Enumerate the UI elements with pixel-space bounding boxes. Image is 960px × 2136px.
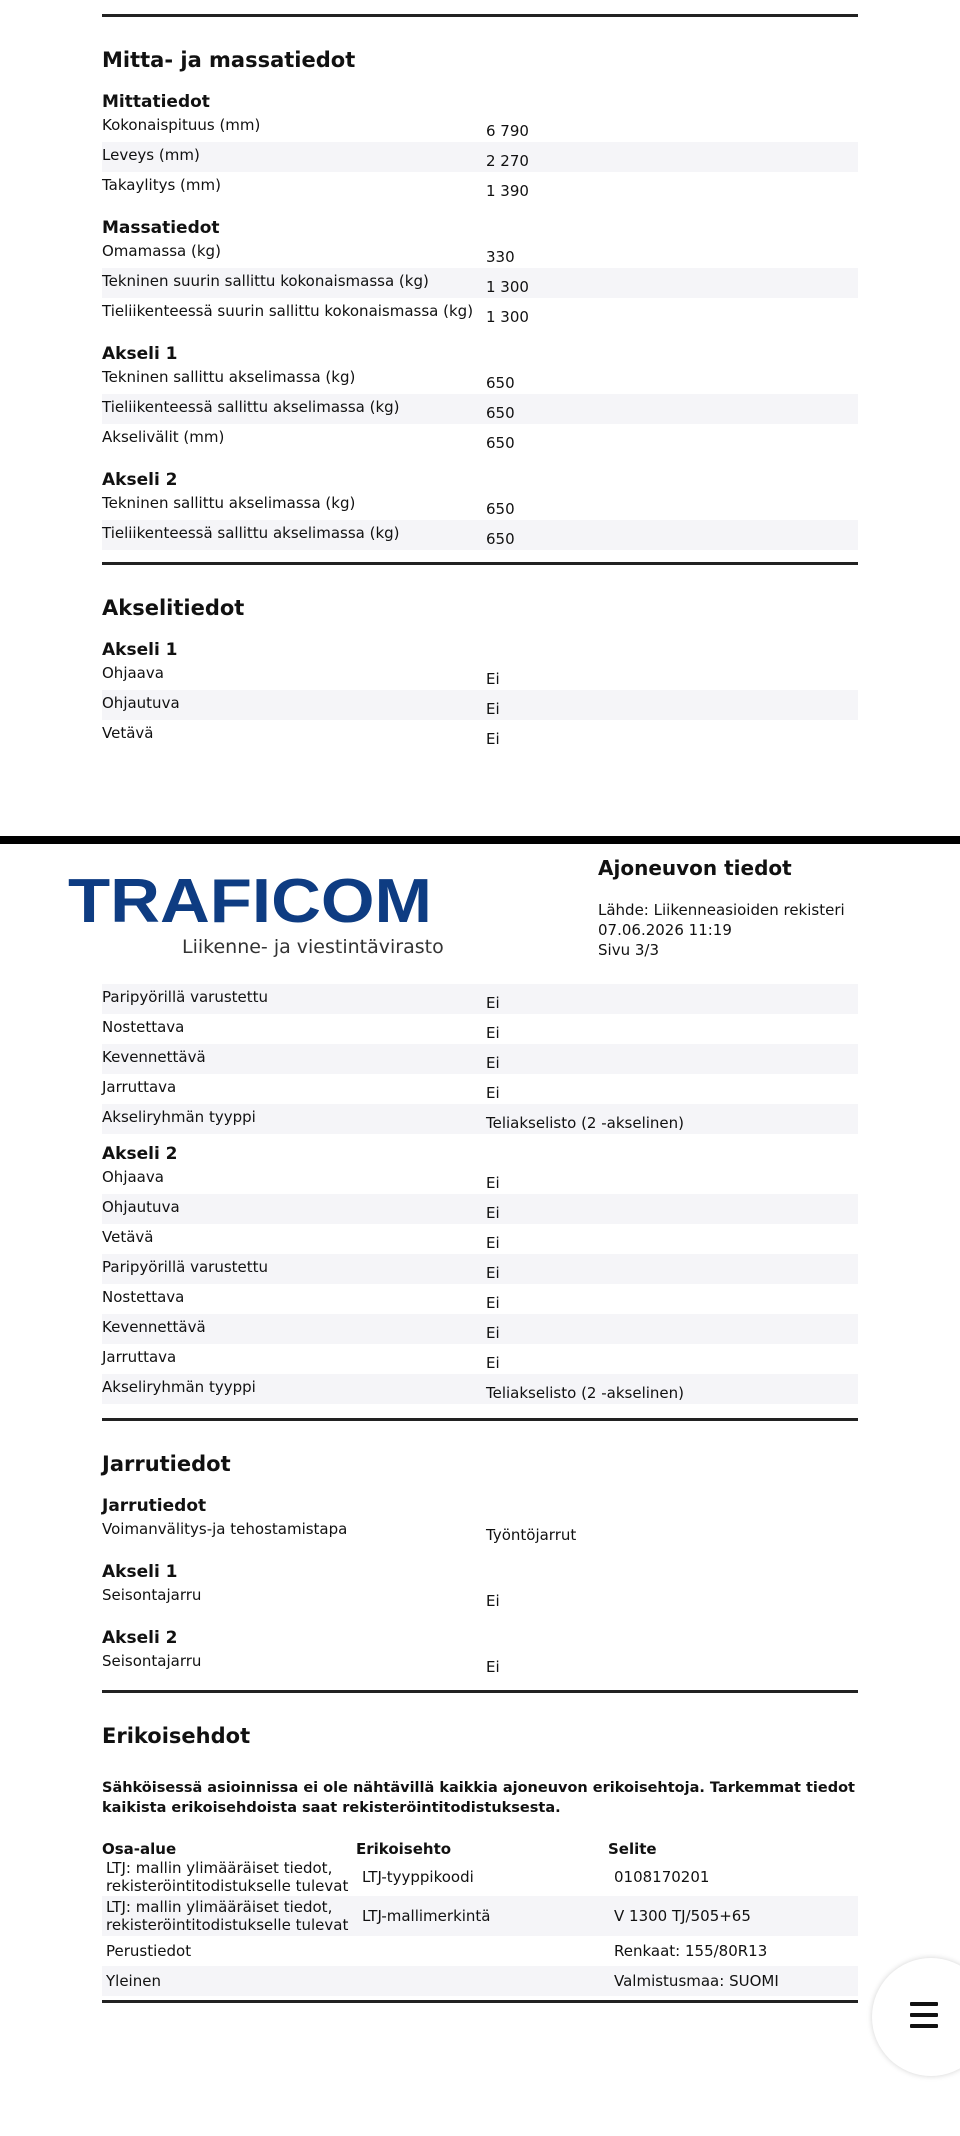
data-row — [102, 1104, 858, 1134]
data-row — [102, 112, 858, 142]
data-row — [102, 1284, 858, 1314]
row-value: Ei — [486, 1324, 500, 1342]
row-value: 330 — [486, 248, 515, 266]
row-value: Ei — [486, 700, 500, 718]
table-cell: V 1300 TJ/505+65 — [614, 1907, 751, 1925]
row-label: Tekninen suurin sallittu kokonaismassa (kg) — [102, 272, 429, 290]
group-title: Akseli 1 — [102, 1562, 178, 1582]
column-header: Selite — [608, 1840, 657, 1858]
row-label: Tieliikenteessä sallittu akselimassa (kg) — [102, 398, 400, 416]
group-title: Akseli 1 — [102, 640, 178, 660]
data-row — [102, 1648, 858, 1678]
group-title: Mittatiedot — [102, 92, 210, 112]
group-title: Akseli 2 — [102, 470, 178, 490]
row-label: Ohjautuva — [102, 1198, 180, 1216]
row-value: 2 270 — [486, 152, 529, 170]
group-title: Jarrutiedot — [102, 1496, 207, 1516]
row-label: Nostettava — [102, 1018, 185, 1036]
data-row — [102, 142, 858, 172]
data-row — [102, 1314, 858, 1344]
section-rule — [102, 1690, 858, 1693]
table-header — [102, 1834, 858, 1858]
row-label: Jarruttava — [102, 1078, 177, 1096]
traficom-logo — [68, 870, 444, 960]
table-cell: Renkaat: 155/80R13 — [614, 1942, 768, 1960]
data-row — [102, 490, 858, 520]
data-row — [102, 1044, 858, 1074]
data-row — [102, 984, 858, 1014]
row-value: Ei — [486, 670, 500, 688]
row-value: 650 — [486, 404, 515, 422]
special-conditions-note: Sähköisessä asioinnissa ei ole nähtävillä kaikkia ajoneuvon erikoisehtoja. Tarkemmat tiedot kaikista erikoisehdoista saat rekisteröintitodistuksesta. — [102, 1780, 855, 1816]
row-label: Tekninen sallittu akselimassa (kg) — [102, 368, 356, 386]
row-label: Ohjaava — [102, 664, 164, 682]
row-value: Ei — [486, 1234, 500, 1252]
row-label: Nostettava — [102, 1288, 185, 1306]
group-brakes-axle-2 — [102, 1628, 858, 1678]
section-rule — [102, 2000, 858, 2003]
table-row — [102, 1936, 858, 1966]
document-title: Ajoneuvon tiedot — [598, 856, 792, 880]
row-label: Ohjautuva — [102, 694, 180, 712]
data-row — [102, 690, 858, 720]
section-rule — [102, 14, 858, 17]
row-label: Omamassa (kg) — [102, 242, 221, 260]
section-title-brakes: Jarrutiedot — [102, 1452, 231, 1476]
row-value: Ei — [486, 1658, 500, 1676]
row-label: Kokonaispituus (mm) — [102, 116, 261, 134]
section-rule — [102, 1418, 858, 1421]
section-rule — [102, 562, 858, 565]
row-value: Ei — [486, 1592, 500, 1610]
data-row — [102, 1164, 858, 1194]
group-title: Akseli 2 — [102, 1628, 178, 1648]
table-cell: 0108170201 — [614, 1868, 710, 1886]
data-row — [102, 1344, 858, 1374]
datetime-text: 07.06.2026 11:19 — [598, 921, 732, 939]
row-label: Akselivälit (mm) — [102, 428, 225, 446]
table-cell: LTJ: mallin ylimääräiset tiedot, rekisteröintitodistukselle tulevat — [106, 1859, 349, 1895]
row-label: Akseliryhmän tyyppi — [102, 1108, 256, 1126]
table-cell: Valmistusmaa: SUOMI — [614, 1972, 779, 1990]
data-row — [102, 720, 858, 750]
traficom-wordmark-icon — [68, 870, 438, 930]
data-row — [102, 172, 858, 202]
table-cell: Yleinen — [106, 1972, 161, 1990]
row-value: Teliakselisto (2 -akselinen) — [486, 1114, 685, 1132]
row-label: Ohjaava — [102, 1168, 164, 1186]
row-value: Ei — [486, 1024, 500, 1042]
section-title-special: Erikoisehdot — [102, 1724, 251, 1748]
data-row — [102, 1374, 858, 1404]
section-title-mass: Mitta- ja massatiedot — [102, 48, 356, 72]
row-label: Seisontajarru — [102, 1586, 202, 1604]
data-row — [102, 660, 858, 690]
row-value: Ei — [486, 994, 500, 1012]
page-number: Sivu 3/3 — [598, 941, 659, 959]
data-row — [102, 1254, 858, 1284]
row-value: Teliakselisto (2 -akselinen) — [486, 1384, 685, 1402]
row-value: 6 790 — [486, 122, 529, 140]
svg-text:TRAFICOM: TRAFICOM — [68, 870, 432, 930]
row-label: Paripyörillä varustettu — [102, 988, 269, 1006]
special-conditions-table — [102, 1834, 858, 2003]
data-row — [102, 1582, 858, 1612]
data-row — [102, 520, 858, 550]
group-mittatiedot — [102, 92, 858, 202]
row-label: Paripyörillä varustettu — [102, 1258, 269, 1276]
group-brakes-axle-1 — [102, 1562, 858, 1612]
group-axle-2 — [102, 1144, 858, 1404]
row-value: Ei — [486, 1174, 500, 1192]
page-separator — [0, 836, 960, 844]
group-brakes — [102, 1496, 858, 1546]
row-label: Vetävä — [102, 724, 154, 742]
row-label: Tekninen sallittu akselimassa (kg) — [102, 494, 356, 512]
data-row — [102, 424, 858, 454]
group-akseli-2 — [102, 470, 858, 550]
row-value: 650 — [486, 434, 515, 452]
table-row — [102, 1896, 858, 1936]
group-axle-1-continued — [102, 984, 858, 1134]
row-value: Ei — [486, 1294, 500, 1312]
table-cell: LTJ-tyyppikoodi — [362, 1868, 474, 1886]
row-value: 1 390 — [486, 182, 529, 200]
row-value: 650 — [486, 530, 515, 548]
row-value: 1 300 — [486, 308, 529, 326]
row-value: Ei — [486, 1354, 500, 1372]
group-title: Akseli 2 — [102, 1144, 178, 1164]
document-page-3 — [0, 844, 960, 2136]
source-text: Lähde: Liikenneasioiden rekisteri — [598, 901, 845, 919]
table-row — [102, 1858, 858, 1896]
row-label: Jarruttava — [102, 1348, 177, 1366]
row-label: Takaylitys (mm) — [102, 176, 221, 194]
table-cell: Perustiedot — [106, 1942, 192, 1960]
data-row — [102, 1516, 858, 1546]
row-label: Tieliikenteessä suurin sallittu kokonaismassa (kg) — [102, 302, 474, 320]
row-label: Vetävä — [102, 1228, 154, 1246]
logo-subtitle: Liikenne- ja viestintävirasto — [182, 936, 444, 958]
column-header: Erikoisehto — [356, 1840, 452, 1858]
row-label: Kevennettävä — [102, 1318, 206, 1336]
hamburger-menu-icon — [910, 2002, 938, 2035]
column-header: Osa-alue — [102, 1840, 177, 1858]
data-row — [102, 298, 858, 328]
row-label: Seisontajarru — [102, 1652, 202, 1670]
row-label: Tieliikenteessä sallittu akselimassa (kg) — [102, 524, 400, 542]
row-label: Leveys (mm) — [102, 146, 200, 164]
row-value: Työntöjarrut — [486, 1526, 577, 1544]
table-cell: LTJ-mallimerkintä — [362, 1907, 491, 1925]
data-row — [102, 364, 858, 394]
table-row — [102, 1966, 858, 1996]
group-title: Akseli 1 — [102, 344, 178, 364]
data-row — [102, 1194, 858, 1224]
row-label: Akseliryhmän tyyppi — [102, 1378, 256, 1396]
data-row — [102, 268, 858, 298]
data-row — [102, 394, 858, 424]
section-title-axle: Akselitiedot — [102, 596, 245, 620]
data-row — [102, 1014, 858, 1044]
document-page-2-tail — [0, 0, 960, 836]
row-value: Ei — [486, 1264, 500, 1282]
row-label: Voimanvälitys-ja tehostamistapa — [102, 1520, 348, 1538]
row-value: Ei — [486, 1084, 500, 1102]
data-row — [102, 1074, 858, 1104]
data-row — [102, 238, 858, 268]
row-label: Kevennettävä — [102, 1048, 206, 1066]
row-value: 1 300 — [486, 278, 529, 296]
data-row — [102, 1224, 858, 1254]
document-meta — [598, 900, 845, 960]
row-value: 650 — [486, 374, 515, 392]
row-value: Ei — [486, 1054, 500, 1072]
row-value: Ei — [486, 1204, 500, 1222]
group-massatiedot — [102, 218, 858, 328]
row-value: 650 — [486, 500, 515, 518]
group-axle-1 — [102, 640, 858, 750]
row-value: Ei — [486, 730, 500, 748]
group-akseli-1 — [102, 344, 858, 454]
group-title: Massatiedot — [102, 218, 220, 238]
table-cell: LTJ: mallin ylimääräiset tiedot, rekisteröintitodistukselle tulevat — [106, 1898, 349, 1934]
